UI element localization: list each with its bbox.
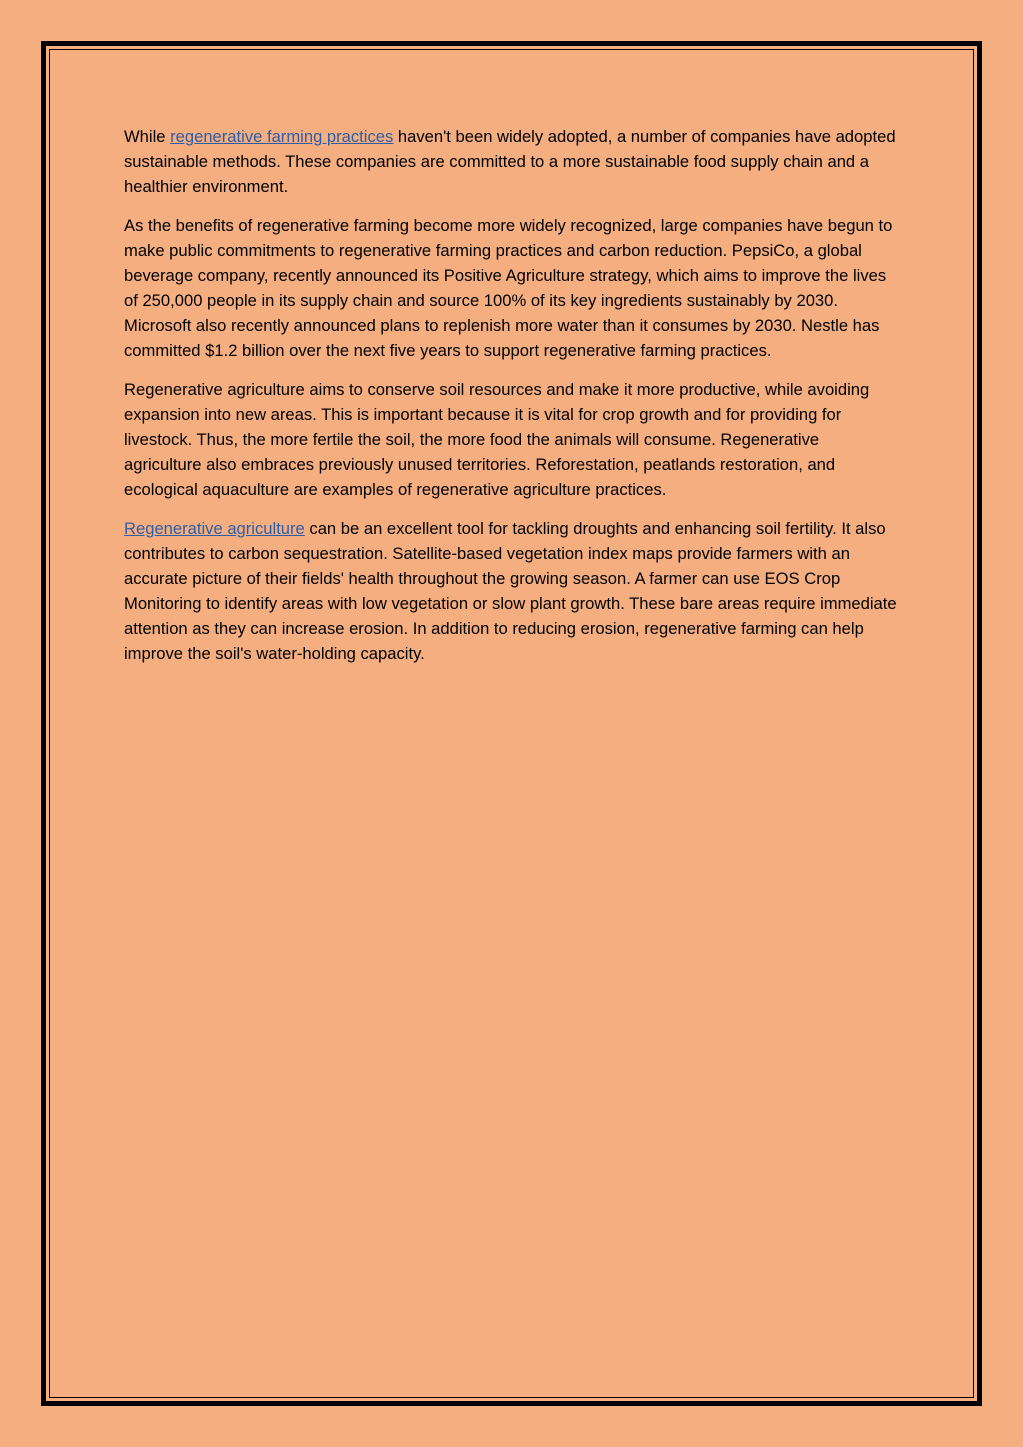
- paragraph-4-after: can be an excellent tool for tackling droughts and enhancing soil fertility. It also contributes to carbon sequestration. Satellite-based vegetation index maps provide farmers with an accurate picture of their fields' health throughout the growing season. A farmer can use EOS Crop Monitoring to identify areas with low vegetation or slow plant growth. These bare areas require immediate attention as they can increase erosion. In addition to reducing erosion, regenerative farming can help improve the soil's water-holding capacity.: [124, 519, 897, 663]
- regenerative-farming-practices-link[interactable]: regenerative farming practices: [170, 127, 394, 146]
- paragraph-4: [124, 516, 899, 666]
- paragraph-1-after: haven't been widely adopted, a number of companies have adopted sustainable methods. These companies are committed to a more sustainable food supply chain and a healthier environment.: [124, 127, 896, 196]
- paragraph-1-before: While: [124, 127, 171, 146]
- paragraph-2: As the benefits of regenerative farming become more widely recognized, large companies have begun to make public commitments to regenerative farming practices and carbon reduction. PepsiCo, a global beverage company, recently announced its Positive Agriculture strategy, which aims to improve the lives of 250,000 people in its supply chain and source 100% of its key ingredients sustainably by 2030. Microsoft also recently announced plans to replenish more water than it consumes by 2030. Nestle has committed $1.2 billion over the next five years to support regenerative farming practices.: [124, 216, 893, 360]
- document-body: [124, 124, 899, 680]
- regenerative-agriculture-link[interactable]: Regenerative agriculture: [124, 519, 305, 538]
- paragraph-3: Regenerative agriculture aims to conserve soil resources and make it more productive, while avoiding expansion into new areas. This is important because it is vital for crop growth and for providing for livestock. Thus, the more fertile the soil, the more food the animals will consume. Regenerative agriculture also embraces previously unused territories. Reforestation, peatlands restoration, and ecological aquaculture are examples of regenerative agriculture practices.: [124, 380, 870, 499]
- paragraph-1: [124, 124, 899, 199]
